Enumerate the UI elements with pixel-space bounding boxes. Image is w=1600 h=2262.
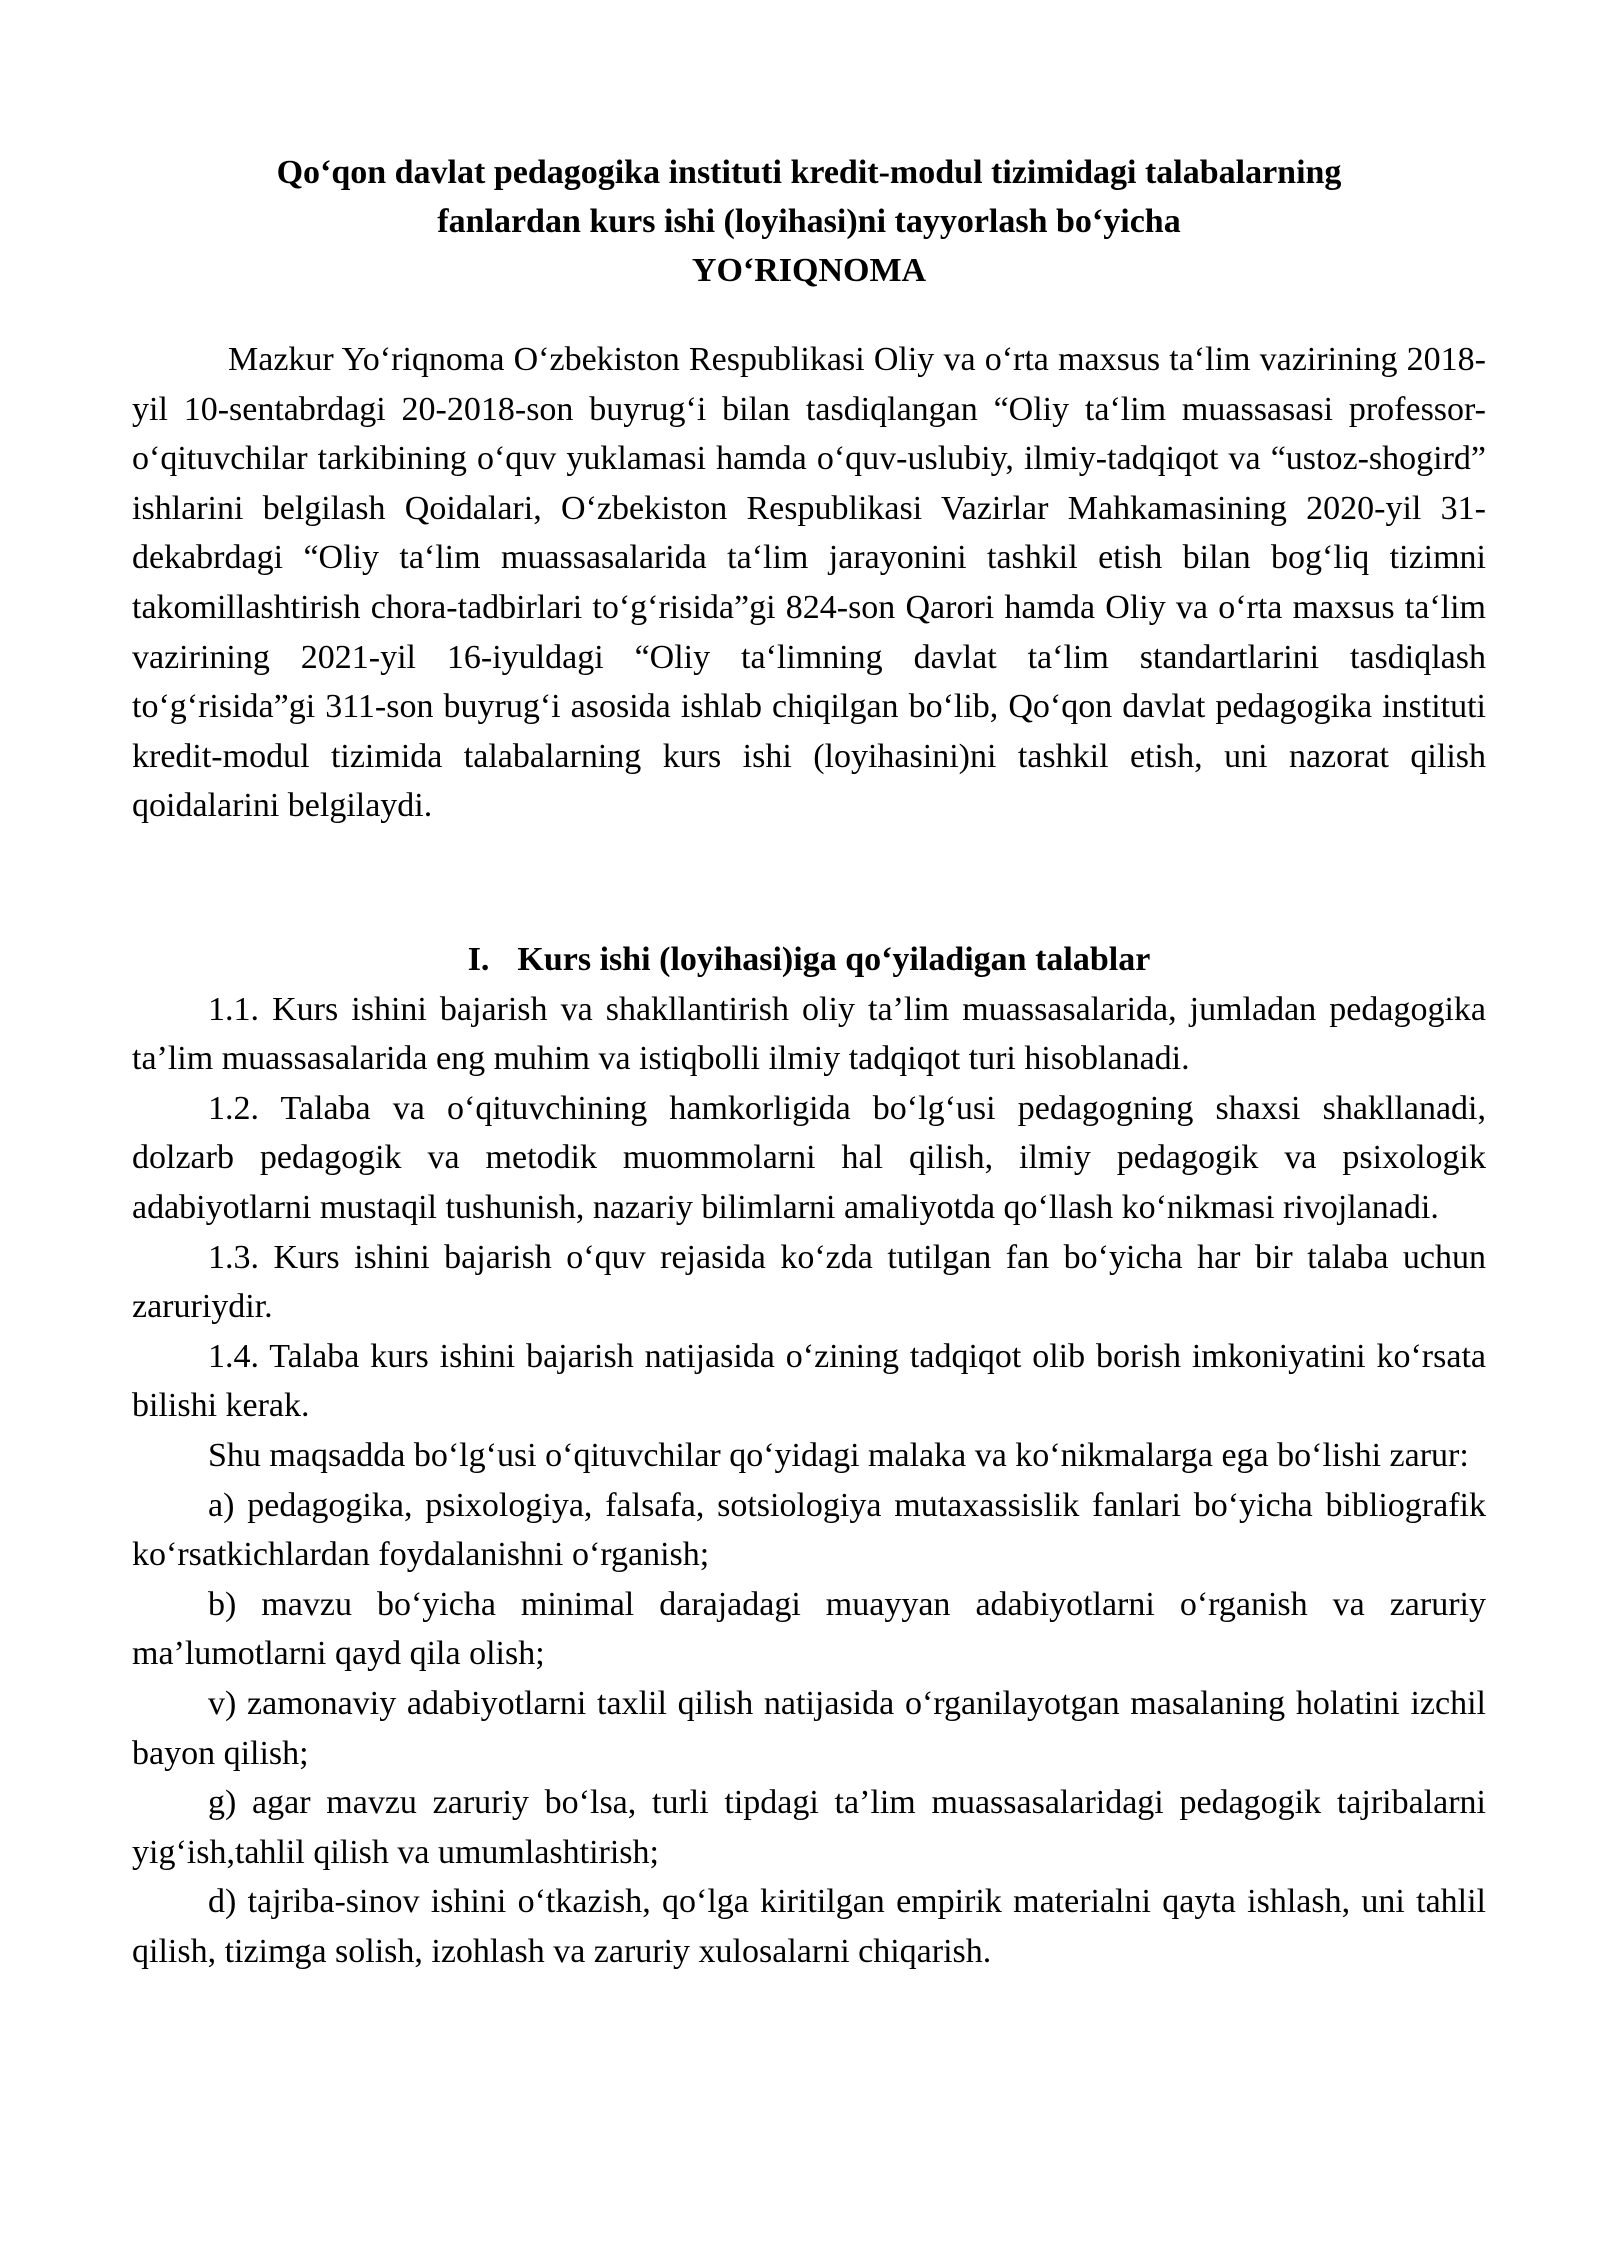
paragraph-1-3: 1.3. Kurs ishini bajarish o‘quv rejasida ko‘zda tutilgan fan bo‘yicha har bir talaba uchun zaruriydir. bbox=[132, 1238, 1486, 1326]
section-1-heading bbox=[132, 935, 1486, 985]
section-1 bbox=[132, 935, 1486, 1976]
list-item-g: g) agar mavzu zaruriy bo‘lsa, turli tipdagi ta’lim muassasalaridagi pedagogik tajribalarni yig‘ish,tahlil qilish va umumlashtirish; bbox=[132, 1784, 1486, 1871]
title-line-2: fanlardan kurs ishi (loyihasi)ni tayyorlash bo‘yicha bbox=[437, 203, 1181, 240]
paragraph-1-2: 1.2. Talaba va o‘qituvchining hamkorligida bo‘lg‘usi pedagogning shaxsi shakllanadi, dolzarb pedagogik va metodik muommolarni hal qilish, ilmiy pedagogik va psixologik adabiyotlarni mustaqil tushunish, nazariy bilimlarni amaliyotda qo‘llash ko‘nikmasi rivojlanadi. bbox=[132, 1089, 1486, 1226]
list-item-d: d) tajriba-sinov ishini o‘tkazish, qo‘lga kiritilgan empirik materialni qayta ishlash, uni tahlil qilish, tizimga solish, izohlash va zaruriy xulosalarni chiqarish. bbox=[132, 1883, 1486, 1970]
paragraph-aim: Shu maqsadda bo‘lg‘usi o‘qituvchilar qo‘yidagi malaka va ko‘nikmalarga ega bo‘lishi zarur: bbox=[208, 1436, 1469, 1474]
intro-paragraph: Mazkur Yo‘riqnoma O‘zbekiston Respublikasi Oliy va o‘rta maxsus ta‘lim vazirining 2018-yil 10-sentabrdagi 20-2018-son buyrug‘i bilan tasdiqlangan “Oliy ta‘lim muassasasi professor-o‘qituvchilar tarkibining o‘quv yuklamasi hamda o‘quv-uslubiy, ilmiy-tadqiqot va “ustoz-shogird” ishlarini belgilash Qoidalari, O‘zbekiston Respublikasi Vazirlar Mahkamasining 2020-yil 31-dekabrdagi “Oliy ta‘lim muassasalarida ta‘lim jarayonini tashkil etish bilan bog‘liq tizimni takomillashtirish chora-tadbirlari to‘g‘risida”gi 824-son Qarori hamda Oliy va o‘rta maxsus ta‘lim vazirining 2021-yil 16-iyuldagi “Oliy ta‘limning davlat ta‘lim standartlarini tasdiqlash to‘g‘risida”gi 311-son buyrug‘i asosida ishlab chiqilgan bo‘lib, Qo‘qon davlat pedagogika instituti kredit-modul tizimida talabalarning kurs ishi (loyihasini)ni tashkil etish, uni nazorat qilish qoidalarini belgilaydi. bbox=[132, 341, 1486, 825]
title-line-1: Qo‘qon davlat pedagogika instituti kredit-modul tizimidagi talabalarning bbox=[276, 154, 1342, 191]
title-line-3: YO‘RIQNOMA bbox=[691, 252, 927, 289]
section-1-heading-text: Kurs ishi (loyihasi)iga qo‘yiladigan talablar bbox=[517, 941, 1151, 978]
list-item-b: b) mavzu bo‘yicha minimal darajadagi muayyan adabiyotlarni o‘rganish va zaruriy ma’lumotlarni qayd qila olish; bbox=[132, 1585, 1486, 1673]
intro-block bbox=[132, 335, 1486, 831]
list-item-a: a) pedagogika, psixologiya, falsafa, sotsiologiya mutaxassislik fanlari bo‘yicha bibliografik ko‘rsatkichlardan foydalanishni o‘rganish; bbox=[132, 1486, 1486, 1574]
list-item-v: v) zamonaviy adabiyotlarni taxlil qilish natijasida o‘rganilayotgan masalaning holatini izchil bayon qilish; bbox=[132, 1684, 1486, 1772]
paragraph-1-1: 1.1. Kurs ishini bajarish va shakllantirish oliy ta’lim muassasalarida, jumladan pedagogika ta’lim muassasalarida eng muhim va istiqbolli ilmiy tadqiqot turi hisoblanadi. bbox=[132, 990, 1486, 1078]
document-title bbox=[132, 148, 1486, 295]
section-1-number: I. bbox=[467, 941, 490, 978]
paragraph-1-4: 1.4. Talaba kurs ishini bajarish natijasida o‘zining tadqiqot olib borish imkoniyatini ko‘rsata bilishi kerak. bbox=[132, 1337, 1486, 1425]
